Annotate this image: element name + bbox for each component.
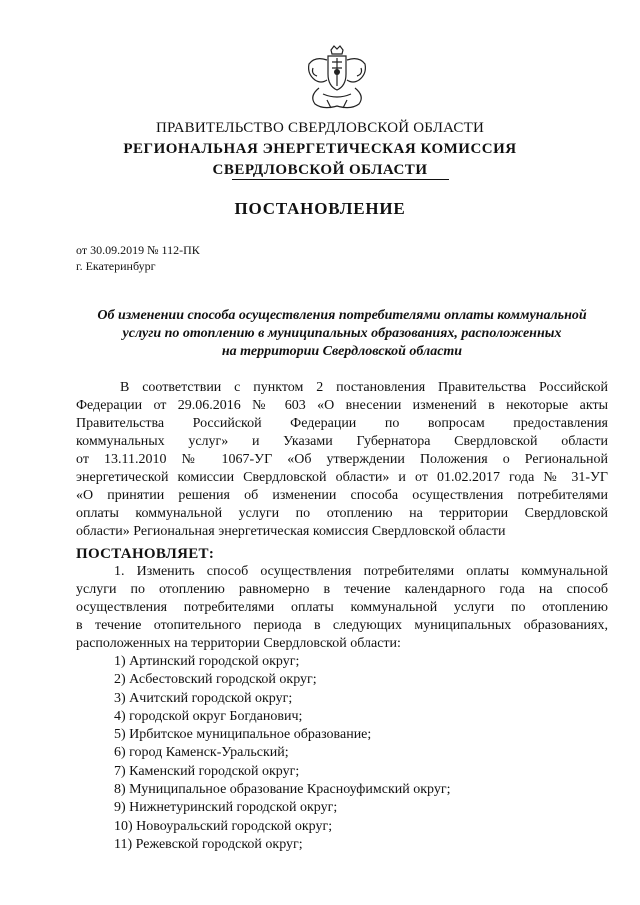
item-1-line: осуществления потребителями оплаты коммунальной услуги по отоплению bbox=[76, 600, 608, 615]
list-item: 2) Асбестовский городской округ; bbox=[114, 672, 317, 688]
list-item: 10) Новоуральский городской округ; bbox=[114, 818, 333, 834]
list-item: 7) Каменский городской округ; bbox=[114, 763, 300, 779]
preamble-line: области» Региональная энергетическая комиссия Свердловской области bbox=[76, 524, 506, 539]
subject-line: услуги по отоплению в муниципальных образованиях, расположенных bbox=[122, 326, 562, 341]
list-item: 5) Ирбитское муниципальное образование; bbox=[114, 727, 372, 743]
document-type-heading: ПОСТАНОВЛЕНИЕ bbox=[234, 199, 406, 218]
preamble-line: коммунальных услуг» и Указами Губернатора Свердловской области bbox=[76, 434, 608, 449]
list-item: 11) Режевской городской округ; bbox=[114, 836, 303, 852]
list-item: 4) городской округ Богданович; bbox=[114, 708, 303, 724]
list-item: 8) Муниципальное образование Красноуфимский округ; bbox=[114, 782, 451, 798]
resolves-heading: ПОСТАНОВЛЯЕТ: bbox=[76, 546, 215, 562]
preamble-line: от 13.11.2010 № 1067-УГ «Об утверждении Положения о Региональной bbox=[76, 452, 608, 467]
item-1-line: расположенных на территории Свердловской области: bbox=[76, 636, 401, 651]
government-title: ПРАВИТЕЛЬСТВО СВЕРДЛОВСКОЙ ОБЛАСТИ bbox=[155, 120, 485, 136]
document-subject bbox=[76, 307, 608, 361]
commission-title-line2: СВЕРДЛОВСКОЙ ОБЛАСТИ bbox=[212, 162, 428, 178]
preamble-line: Правительства Российской Федерации по вопросам предоставления bbox=[76, 416, 608, 431]
document-date-number: от 30.09.2019 № 112-ПК bbox=[76, 243, 200, 257]
list-item: 9) Нижнетуринский городской округ; bbox=[114, 800, 338, 816]
item-1-paragraph bbox=[76, 563, 608, 653]
preamble-paragraph bbox=[76, 379, 608, 541]
municipality-list bbox=[114, 653, 450, 854]
list-item: 1) Артинский городской округ; bbox=[114, 654, 300, 669]
document-city: г. Екатеринбург bbox=[76, 259, 156, 273]
commission-title-line1: РЕГИОНАЛЬНАЯ ЭНЕРГЕТИЧЕСКАЯ КОМИССИЯ bbox=[123, 141, 517, 157]
preamble-line: «О принятии решения об изменении способа осуществления потребителями bbox=[76, 488, 608, 503]
subject-line: Об изменении способа осуществления потребителями оплаты коммунальной bbox=[97, 308, 587, 323]
item-1-line: 1. Изменить способ осуществления потребителями оплаты коммунальной bbox=[114, 564, 608, 579]
preamble-line: В соответствии с пунктом 2 постановления Правительства Российской bbox=[120, 380, 608, 395]
list-item: 3) Ачитский городской округ; bbox=[114, 690, 293, 706]
coat-of-arms-icon bbox=[301, 44, 373, 114]
item-1-line: услуги по отоплению равномерно в течение календарного года на способ bbox=[76, 582, 608, 597]
preamble-line: энергетической комиссии Свердловской области» и от 01.02.2017 года № 31-УГ bbox=[76, 470, 608, 485]
item-1-line: в течение отопительного периода в следующих муниципальных образованиях, bbox=[76, 618, 608, 633]
preamble-line: Федерации от 29.06.2016 № 603 «О внесении изменений в некоторые акты bbox=[76, 398, 608, 413]
subject-line: на территории Свердловской области bbox=[221, 344, 463, 359]
list-item: 6) город Каменск-Уральский; bbox=[114, 745, 289, 761]
header-divider bbox=[232, 179, 449, 180]
preamble-line: оплаты коммунальной услуги по отоплению на территории Свердловской bbox=[76, 506, 608, 521]
